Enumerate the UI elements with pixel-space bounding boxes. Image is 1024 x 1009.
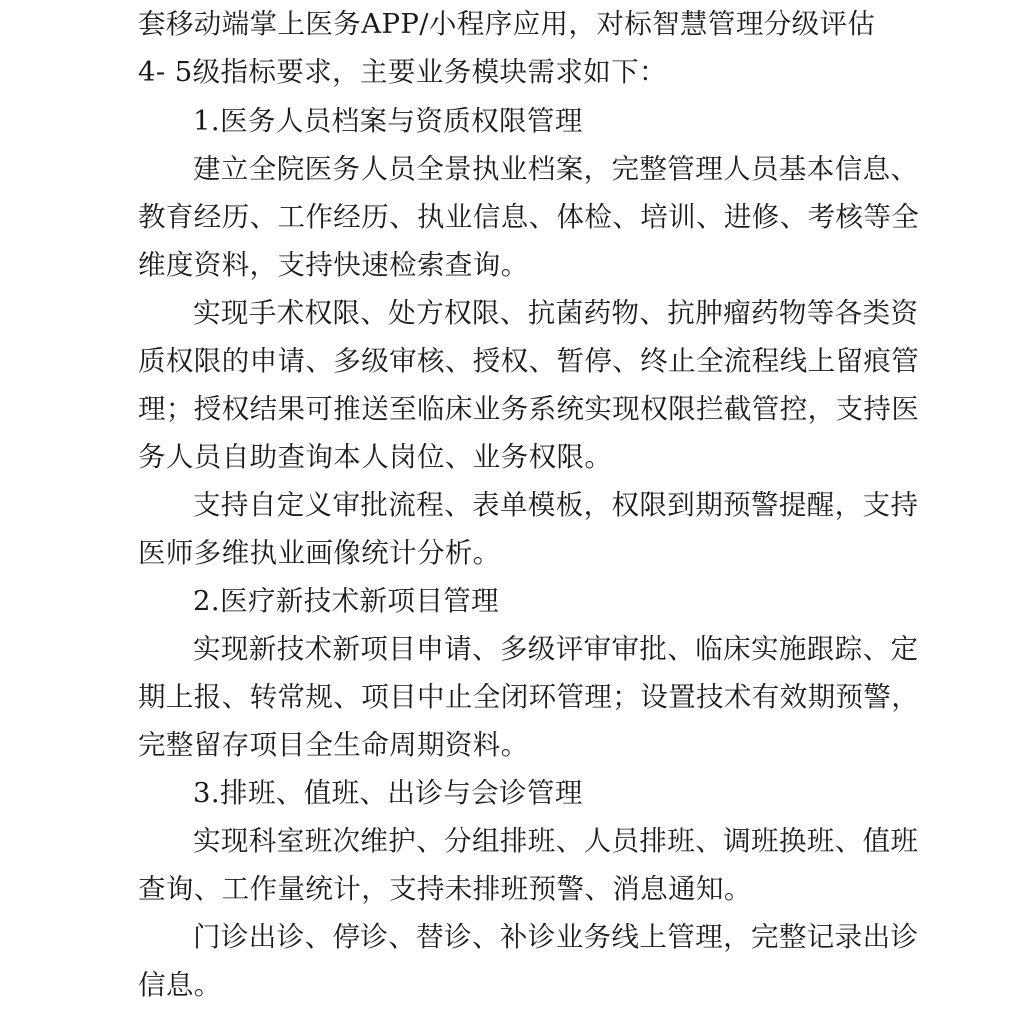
text-line: 建立全院医务人员全景执业档案，完整管理人员基本信息、 (193, 153, 919, 185)
text-line: 医师多维执业画像统计分析。 (138, 537, 501, 569)
text-line: 质权限的申请、多级审核、授权、暂停、终止全流程线上留痕管 (138, 345, 920, 377)
text-line: 期上报、转常规、项目中止全闭环管理；设置技术有效期预警， (138, 681, 920, 713)
section-heading: 1.医务人员档案与资质权限管理 (193, 105, 583, 137)
text-line: 查询、工作量统计，支持未排班预警、消息通知。 (138, 873, 752, 905)
text-line: 套移动端掌上医务APP/小程序应用，对标智慧管理分级评估 (138, 8, 876, 40)
text-line: 实现手术权限、处方权限、抗菌药物、抗肿瘤药物等各类资 (193, 297, 919, 329)
text-line: 4- 5级指标要求，主要业务模块需求如下： (138, 56, 667, 88)
text-line: 实现新技术新项目申请、多级评审审批、临床实施跟踪、定 (193, 633, 919, 665)
text-line: 教育经历、工作经历、执业信息、体检、培训、进修、考核等全 (138, 201, 920, 233)
text-line: 支持自定义审批流程、表单模板，权限到期预警提醒，支持 (193, 489, 919, 521)
text-line: 完整留存项目全生命周期资料。 (138, 729, 529, 761)
section-heading: 3.排班、值班、出诊与会诊管理 (193, 777, 583, 809)
text-line: 维度资料，支持快速检索查询。 (138, 249, 529, 281)
text-line: 理；授权结果可推送至临床业务系统实现权限拦截管控，支持医 (138, 393, 920, 425)
text-line: 实现科室班次维护、分组排班、人员排班、调班换班、值班 (193, 825, 919, 857)
text-line: 信息。 (138, 969, 222, 1001)
text-line: 门诊出诊、停诊、替诊、补诊业务线上管理，完整记录出诊 (193, 921, 919, 953)
text-line: 务人员自助查询本人岗位、业务权限。 (138, 441, 613, 473)
section-heading: 2.医疗新技术新项目管理 (193, 585, 500, 617)
